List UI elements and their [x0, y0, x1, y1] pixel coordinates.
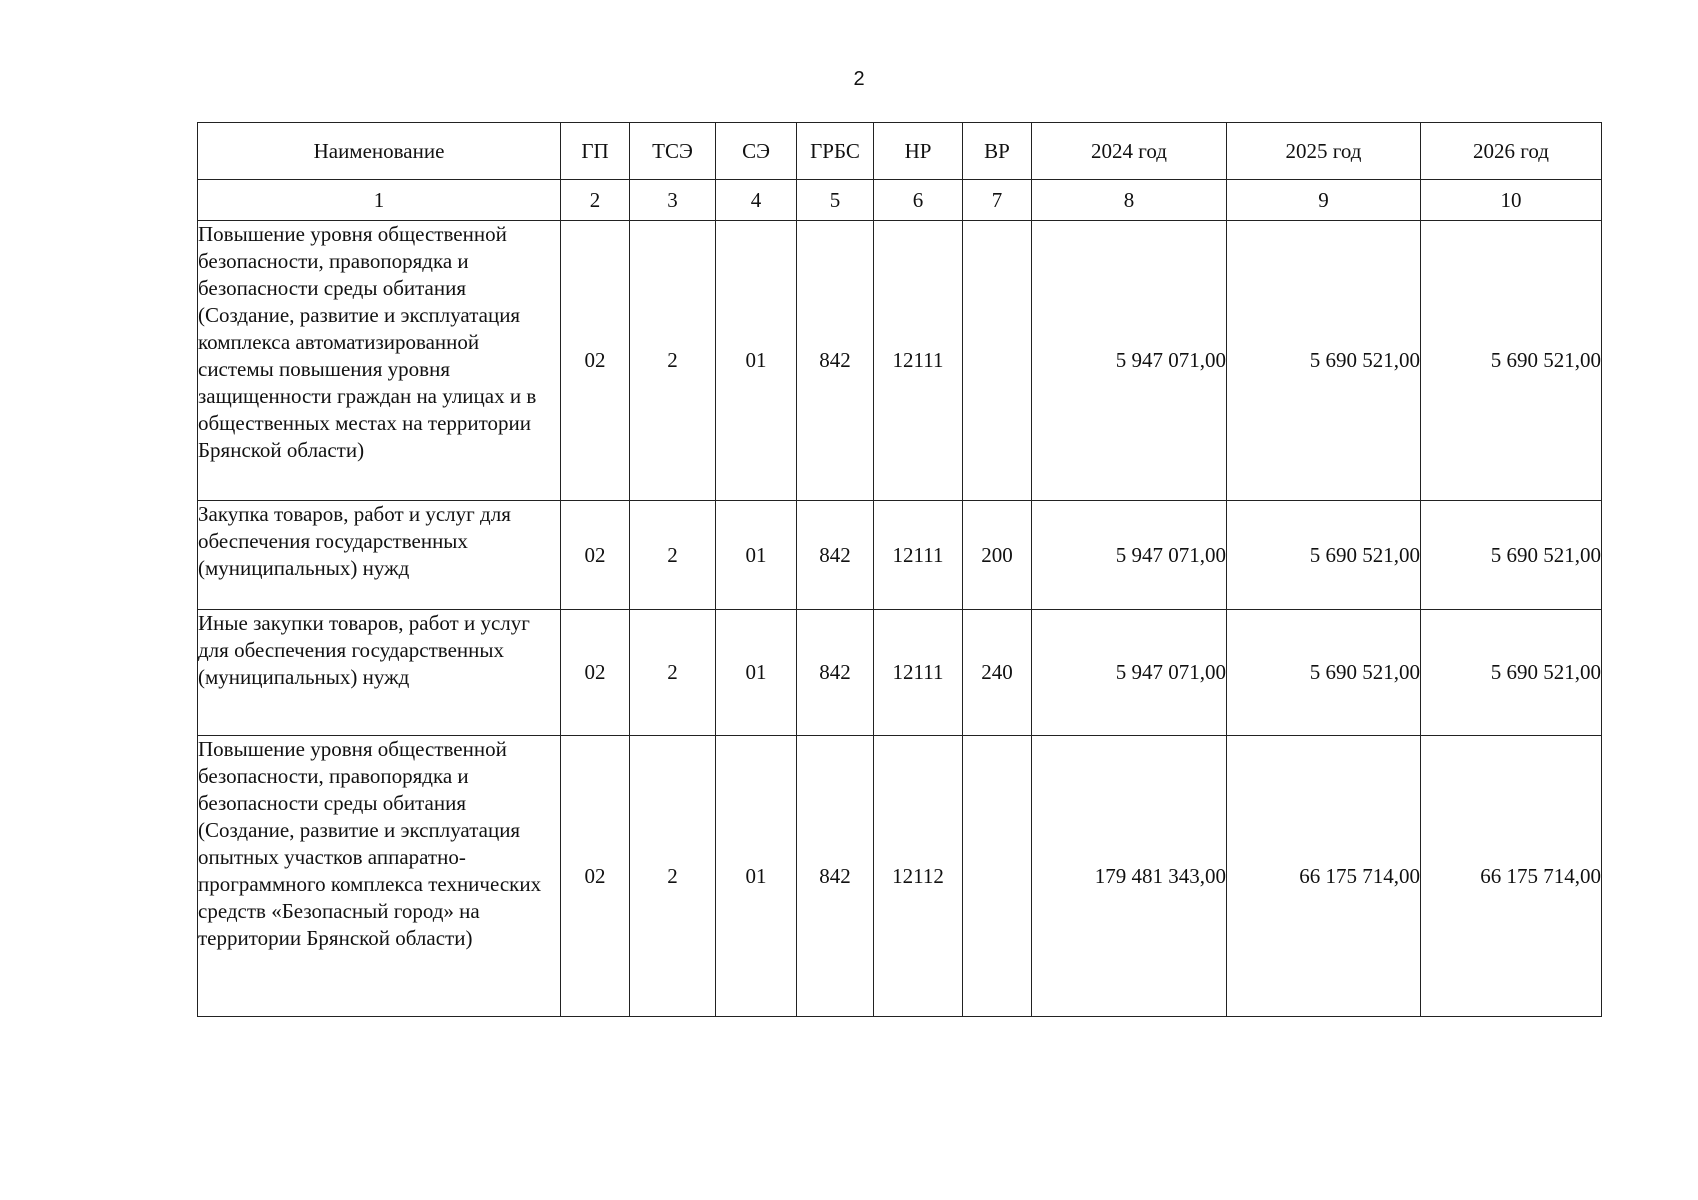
- header-row: [198, 123, 1602, 180]
- column-number-row: [198, 180, 1602, 221]
- header-name: Наименование: [198, 123, 561, 180]
- row-2026: 5 690 521,00: [1421, 221, 1602, 501]
- page-number: 2: [853, 68, 865, 90]
- row-grbs: 842: [797, 736, 874, 1017]
- header-gp: ГП: [561, 123, 630, 180]
- table-row: [198, 221, 1602, 501]
- row-2024: 5 947 071,00: [1032, 501, 1227, 610]
- row-grbs: 842: [797, 221, 874, 501]
- header-vr: ВР: [963, 123, 1032, 180]
- row-tse: 2: [630, 736, 716, 1017]
- table-row: [198, 501, 1602, 610]
- row-se: 01: [716, 501, 797, 610]
- column-number: 3: [630, 180, 716, 221]
- row-name: Закупка товаров, работ и услуг для обеспечения государственных (муниципальных) нужд: [198, 501, 561, 610]
- header-2026: 2026 год: [1421, 123, 1602, 180]
- row-2025: 66 175 714,00: [1227, 736, 1421, 1017]
- row-name: Повышение уровня общественной безопасности, правопорядка и безопасности среды обитания (Создание, развитие и эксплуатация опытных участков аппаратно-программного комплекса технических средств «Безопасный город» на территории Брянской области): [198, 736, 561, 1017]
- row-gp: 02: [561, 610, 630, 736]
- row-se: 01: [716, 610, 797, 736]
- column-number: 4: [716, 180, 797, 221]
- row-2024: 5 947 071,00: [1032, 221, 1227, 501]
- row-tse: 2: [630, 610, 716, 736]
- row-2025: 5 690 521,00: [1227, 221, 1421, 501]
- row-gp: 02: [561, 221, 630, 501]
- row-se: 01: [716, 736, 797, 1017]
- row-name: Иные закупки товаров, работ и услуг для обеспечения государственных (муниципальных) нужд: [198, 610, 561, 736]
- header-tse: ТСЭ: [630, 123, 716, 180]
- column-number: 1: [198, 180, 561, 221]
- row-2026: 5 690 521,00: [1421, 610, 1602, 736]
- row-nr: 12111: [874, 221, 963, 501]
- header-se: СЭ: [716, 123, 797, 180]
- row-2024: 179 481 343,00: [1032, 736, 1227, 1017]
- header-nr: НР: [874, 123, 963, 180]
- row-vr: 200: [963, 501, 1032, 610]
- column-number: 5: [797, 180, 874, 221]
- row-nr: 12112: [874, 736, 963, 1017]
- row-vr: [963, 221, 1032, 501]
- row-tse: 2: [630, 501, 716, 610]
- row-2026: 5 690 521,00: [1421, 501, 1602, 610]
- row-nr: 12111: [874, 501, 963, 610]
- column-number: 6: [874, 180, 963, 221]
- row-2025: 5 690 521,00: [1227, 610, 1421, 736]
- column-number: 2: [561, 180, 630, 221]
- column-number: 8: [1032, 180, 1227, 221]
- row-nr: 12111: [874, 610, 963, 736]
- row-vr: 240: [963, 610, 1032, 736]
- row-tse: 2: [630, 221, 716, 501]
- row-2026: 66 175 714,00: [1421, 736, 1602, 1017]
- budget-table: [197, 122, 1602, 1017]
- row-name: Повышение уровня общественной безопасности, правопорядка и безопасности среды обитания (Создание, развитие и эксплуатация комплекса автоматизированной системы повышения уровня защищенности граждан на улицах и в общественных местах на территории Брянской области): [198, 221, 561, 501]
- table-row: [198, 736, 1602, 1017]
- row-se: 01: [716, 221, 797, 501]
- row-grbs: 842: [797, 501, 874, 610]
- header-grbs: ГРБС: [797, 123, 874, 180]
- row-vr: [963, 736, 1032, 1017]
- row-gp: 02: [561, 736, 630, 1017]
- column-number: 10: [1421, 180, 1602, 221]
- row-2025: 5 690 521,00: [1227, 501, 1421, 610]
- column-number: 7: [963, 180, 1032, 221]
- row-2024: 5 947 071,00: [1032, 610, 1227, 736]
- table-row: [198, 610, 1602, 736]
- row-gp: 02: [561, 501, 630, 610]
- column-number: 9: [1227, 180, 1421, 221]
- header-2024: 2024 год: [1032, 123, 1227, 180]
- row-grbs: 842: [797, 610, 874, 736]
- header-2025: 2025 год: [1227, 123, 1421, 180]
